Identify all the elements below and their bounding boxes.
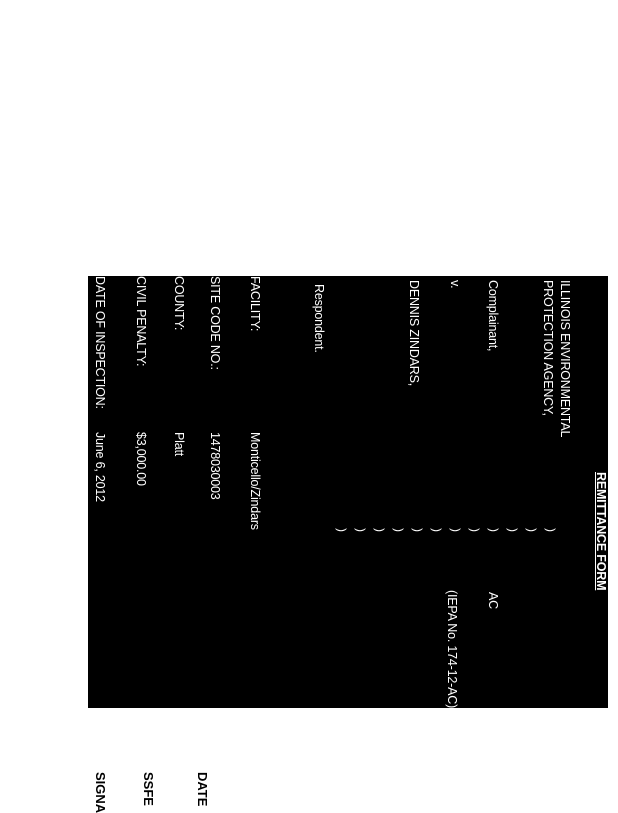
- inspection-date-label: DATE OF INSPECTION:: [93, 276, 107, 409]
- bottom-ssfe-label: SSFE: [141, 772, 156, 806]
- caption-parentheses-text: ) ) ) ) ) ) ) ) ) ) ) ): [335, 528, 558, 532]
- versus: v.: [448, 280, 462, 289]
- respondent-name: DENNIS ZINDARS,: [407, 280, 421, 387]
- complainant-name-line2: PROTECTION AGENCY,: [541, 280, 555, 416]
- civil-penalty-value: $3,000.00: [134, 432, 148, 486]
- bottom-date-label: DATE: [195, 772, 210, 807]
- complainant-name-line1: ILLINOIS ENVIRONMENTAL: [558, 280, 572, 438]
- county-value: Platt: [172, 432, 186, 457]
- document-panel: [88, 276, 608, 708]
- site-code-label: SITE CODE NO.:: [208, 276, 222, 370]
- case-type: AC: [486, 592, 500, 609]
- facility-label: FACILITY:: [248, 276, 262, 332]
- form-title: REMITTANCE FORM: [594, 472, 608, 591]
- site-code-value: 1478030003: [208, 432, 222, 500]
- respondent-role: Respondent.: [312, 284, 326, 353]
- inspection-date-value: June 6, 2012: [93, 432, 107, 502]
- civil-penalty-label: CIVIL PENALTY:: [134, 276, 148, 367]
- bottom-signature-label: SIGNA: [93, 772, 108, 813]
- caption-parentheses: [332, 528, 560, 532]
- facility-value: Monticello/Zindars: [248, 432, 262, 530]
- case-number: (IEPA No. 174-12-AC): [445, 590, 459, 709]
- complainant-role: Complainant,: [486, 280, 500, 352]
- county-label: COUNTY:: [172, 276, 186, 331]
